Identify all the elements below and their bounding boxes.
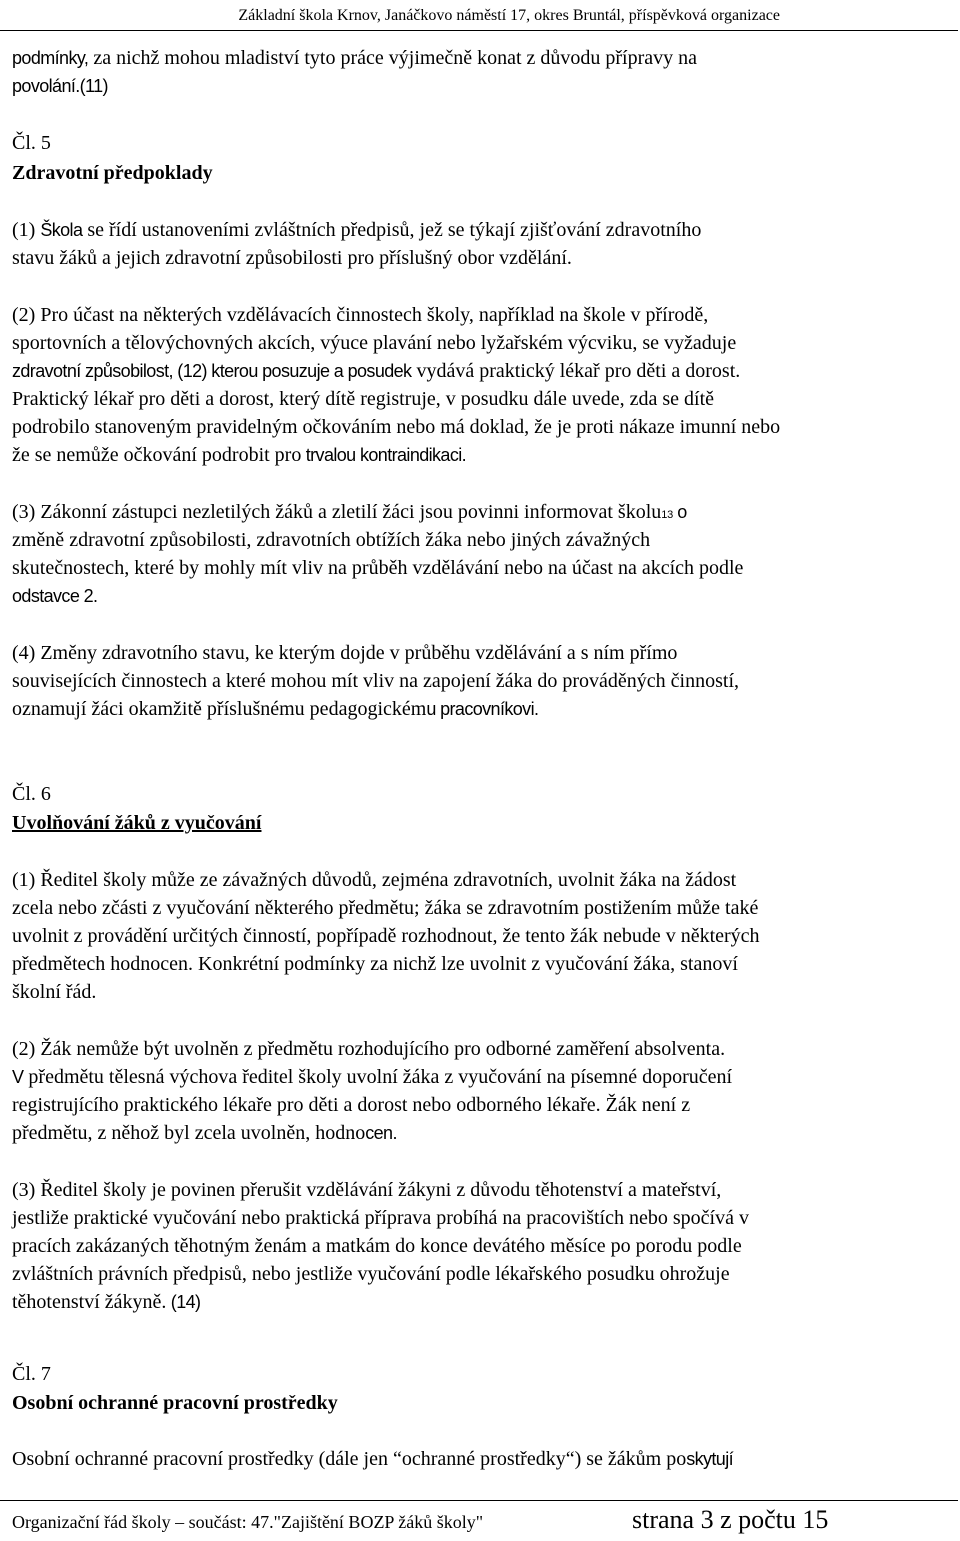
header-text: Základní škola Krnov, Janáčkovo náměstí 17, okres Bruntál, příspěvková organizace [238, 7, 780, 24]
text-line: skutečnostech, které by mohly mít vliv na průběh vzdělávání nebo na účast na akcích podle [12, 557, 744, 579]
text-line: registrujícího praktického lékaře pro děti a dorost nebo odborného lékaře. Žák není z [12, 1094, 691, 1116]
text-line: (1) Ředitel školy může ze závažných důvodů, zejména zdravotních, uvolnit žáka na žádost [12, 869, 737, 891]
section-heading: Osobní ochranné pracovní prostředky [12, 1392, 338, 1414]
page-header [0, 0, 958, 31]
text-line: Osobní ochranné pracovní prostředky (dále jen “ochranné prostředky“) se žákům poskytují [12, 1448, 734, 1470]
text-line: povolání.(11) [12, 76, 108, 96]
article-number: Čl. 6 [12, 783, 51, 805]
section-heading: Uvolňování žáků z vyučování [12, 812, 262, 834]
text-line: (1) Škola se řídí ustanoveními zvláštních předpisů, jež se týkají zjišťování zdravotního [12, 219, 702, 241]
text-line: změně zdravotní způsobilosti, zdravotních obtížích žáka nebo jiných závažných [12, 529, 651, 551]
text-line: školní řád. [12, 981, 97, 1003]
text-line: těhotenství žákyně. (14) [12, 1291, 201, 1313]
text-line: uvolnit z provádění určitých činností, popřípadě rozhodnout, že tento žák nebude v některých [12, 925, 760, 947]
text-line: odstavce 2. [12, 586, 98, 606]
footer-page-number: strana 3 z počtu 15 [632, 1505, 829, 1534]
text-line: zvláštních právních předpisů, nebo jestliže vyučování podle lékařského posudku ohrožuje [12, 1263, 730, 1285]
text-line: souvisejících činnostech a které mohou mít vliv na zapojení žáka do prováděných činností, [12, 670, 740, 692]
text-line: oznamují žáci okamžitě příslušnému pedagogickému pracovníkovi. [12, 698, 539, 720]
text-line: (4) Změny zdravotního stavu, ke kterým dojde v průběhu vzdělávání a s ním přímo [12, 642, 678, 664]
footer-document-title: Organizační řád školy – součást: 47."Zajištění BOZP žáků školy" [12, 1512, 484, 1532]
text-line: (3) Zákonní zástupci nezletilých žáků a zletilí žáci jsou povinni informovat školu13 o [12, 501, 687, 523]
text-line: podmínky, za nichž mohou mladiství tyto práce výjimečně konat z důvodu přípravy na [12, 47, 698, 69]
text-line: jestliže praktické vyučování nebo praktická příprava probíhá na pracovištích nebo spočívá v [12, 1207, 749, 1229]
text-line: sportovních a tělovýchovných akcích, výuce plavání nebo lyžařském výcviku, se vyžaduje [12, 332, 737, 354]
text-line: předmětu, z něhož byl zcela uvolněn, hodnocen. [12, 1122, 397, 1144]
text-line: (2) Pro účast na některých vzdělávacích činnostech školy, například na škole v přírodě, [12, 304, 709, 326]
text-line: V předmětu tělesná výchova ředitel školy uvolní žáka z vyučování na písemné doporučení [12, 1066, 733, 1088]
footer-divider [0, 1500, 958, 1501]
text-line: pracích zakázaných těhotným ženám a matkám do konce devátého měsíce po porodu podle [12, 1235, 742, 1257]
article-number: Čl. 5 [12, 132, 51, 154]
text-line: předmětech hodnocen. Konkrétní podmínky za nichž lze uvolnit z vyučování žáka, stanoví [12, 953, 738, 975]
text-line: (2) Žák nemůže být uvolněn z předmětu rozhodujícího pro odborné zaměření absolventa. [12, 1038, 726, 1060]
text-line: stavu žáků a jejich zdravotní způsobilosti pro příslušný obor vzdělání. [12, 247, 572, 269]
text-line: zdravotní způsobilost, (12) kterou posuzuje a posudek vydává praktický lékař pro děti a dorost. [12, 360, 741, 382]
text-line: (3) Ředitel školy je povinen přerušit vzdělávání žákyni z důvodu těhotenství a mateřství, [12, 1179, 722, 1201]
text-line: podrobilo stanoveným pravidelným očkováním nebo má doklad, že je proti nákaze imunní nebo [12, 416, 781, 438]
text-line: že se nemůže očkování podrobit pro trvalou kontraindikaci. [12, 444, 467, 466]
footnote-ref: 13 [661, 509, 673, 521]
section-heading: Zdravotní předpoklady [12, 162, 213, 184]
article-number: Čl. 7 [12, 1363, 51, 1385]
text-line: zcela nebo zčásti z vyučování některého předmětu; žáka se zdravotním postižením může také [12, 897, 759, 919]
text-line: Praktický lékař pro děti a dorost, který dítě registruje, v posudku dále uvede, zda se dítě [12, 388, 715, 410]
